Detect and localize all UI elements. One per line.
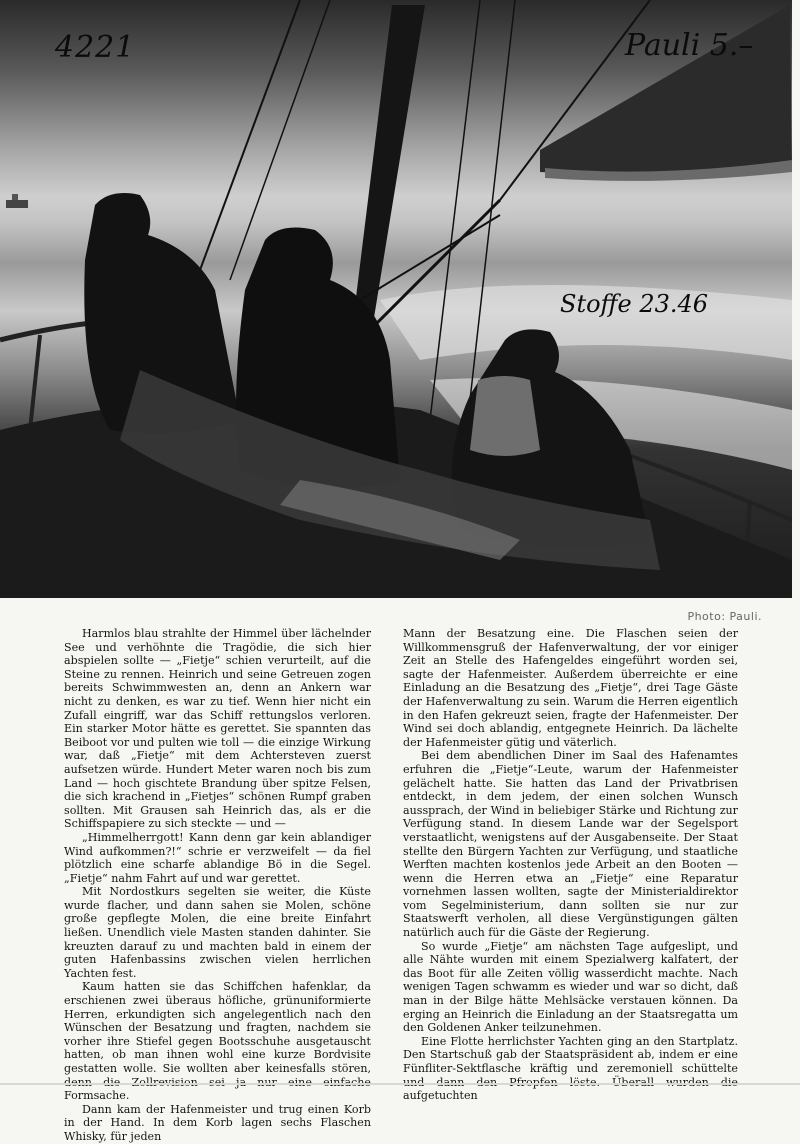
page-edge (0, 1083, 800, 1085)
archive-number-annotation: 4221 (55, 30, 136, 65)
article-column-right (403, 627, 738, 1103)
paragraph: So wurde „Fietje“ am nächsten Tage aufgeslipt, und alle Nähte wurden mit einem Spezialwerg kalfatert, der das Boot für alle Zeiten völlig wasserdicht machte. Nach wenigen Tagen schwamm es wieder und war so dicht, daß man in der Bilge hätte Mehlsäcke verstauen können. Da erging an Heinrich die Einladung an der Staatsregatta um den Goldenen Anker teilzunehmen. (403, 939, 738, 1035)
article-column-left (64, 627, 371, 1144)
paragraph: „Himmelherrgott! Kann denn gar kein ablandiger Wind aufkommen?!“ schrie er verzweifelt — da fiel plötzlich eine scharfe ablandige Bö in die Segel. „Fietje“ nahm Fahrt auf und war gerettet. (64, 830, 371, 885)
paragraph: Kaum hatten sie das Schiffchen hafenklar, da erschienen zwei überaus höfliche, grünuniformierte Herren, erkundigten sich angelegentlich nach den Wünschen der Besatzung und fragten, nachdem sie vorher ihre Stiefel gegen Bootsschuhe ausgetauscht hatten, ob man ihnen wohl eine kurze Bordvisite gestatten wolle. Sie wollten aber keinesfalls stören, Formsache. (64, 980, 371, 1103)
photo-credit: Photo: Pauli. (687, 610, 762, 623)
paragraph: Eine Flotte herrlichster Yachten ging an den Startplatz. Den Startschuß gab der Staatspräsident ab, indem er eine Fünfliter-Sektflasche kräftig und zeremoniell schüttelte aufgetuchten (403, 1034, 738, 1103)
paragraph: Harmlos blau strahlte der Himmel über lächelnder See und verhöhnte die Tragödie, die sich hier abspielen sollte — „Fietje“ schien verurteilt, auf die Steine zu rennen. Heinrich und seine Getreuen zogen bereits Schwimmwesten an, denn an Ankern war nicht zu denken, es war zu tief. Wenn hier nicht ein Zufall eingriff, war das Schiff rettungslos verloren. Ein starker Motor hätte es gerettet. Sie spannten das Beiboot vor und pulten wie toll — die einzige Wirkung war, daß „Fietje“ mit dem Achtersteven zuerst aufsetzen würde. Hundert Meter waren noch bis zum Land — hoch gischtete Brandung über spitze Felsen, die sich krachend in „Fietjes“ schönen Rumpf graben sollten. Mit Grausen sah Heinrich das, als er die Schiffspapiere zu sich steckte — und — (64, 627, 371, 831)
paragraph: Mit Nordostkurs segelten sie weiter, die Küste wurde flacher, und dann sahen sie Molen, schöne große gepflegte Molen, die eine breite Einfahrt ließen. Unendlich viele Masten standen dahinter. Sie kreuzten darauf zu und machten bald in einem der guten Hafenbassins zwischen vielen herrlichen Yachten fest. (64, 885, 371, 980)
photographer-annotation: Pauli 5.– (625, 28, 754, 63)
handwritten-note-annotation: Stoffe 23.46 (560, 290, 709, 318)
paragraph: Dann kam der Hafenmeister und trug einen Korb in der Hand. In dem Korb lagen sechs Flaschen Whisky, für jeden (64, 1102, 371, 1143)
paragraph: Mann der Besatzung eine. Die Flaschen seien der Willkommensgruß der Hafenverwaltung, der vor einiger Zeit an Stelle des Hafengeldes eingeführt worden sei, sagte der Hafenmeister. Außerdem überreichte er eine Einladung an die Besatzung des „Fietje“, drei Tage Gäste der Hafenverwaltung zu sein. Warum die Herren eigentlich in den Hafen gekreuzt seien, fragte der Hafenmeister. Der Wind sei doch ablandig, entgegnete Heinrich. Da lächelte der Hafenmeister gütig und väterlich. (403, 627, 738, 749)
paragraph: Bei dem abendlichen Diner im Saal des Hafenamtes erfuhren die „Fietje“-Leute, warum der Hafenmeister gelächelt hatte. Sie hatten das Land der Privatbrisen entdeckt, in dem jedem, der einen solchen Wunsch aussprach, der Wind in beliebiger Stärke und Richtung zur Verfügung stand. In diesem Lande war der Segelsport verstaatlicht, wenigstens auf der Ausgabenseite. Der Staat stellte den Bürgern Yachten zur Verfügung, und staatliche Werften machten kostenlos jede Arbeit an den Booten — wenn die Herren etwa an „Fietje“ eine Reparatur vornehmen lassen wollten, sagte der Ministerialdirektor vom Segelministerium, dann sollten sie nur zur Staatswerft verholen, all diese Vergünstigungen gälten natürlich auch für die Gäste der Regierung. (403, 749, 738, 940)
